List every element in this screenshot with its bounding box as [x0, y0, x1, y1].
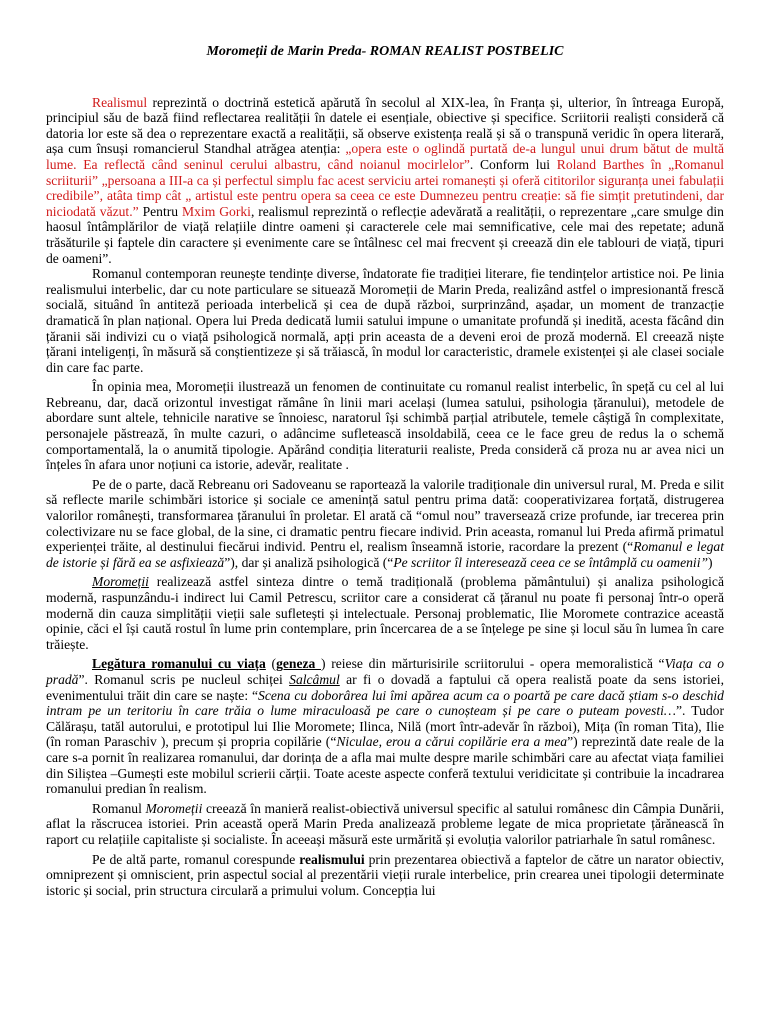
text-span: ”. Tudor Călărașu, tatăl autorului, e prototipul lui Ilie Moromete; Ilinca, Nilă (mort într-adevăr în război), Mița (în roman Tita), Ilie (în roman Paraschiv ), precum și propria copilărie (“: [46, 703, 724, 750]
text-span: ”. Romanul scris pe nucleul schiței: [78, 671, 290, 687]
text-span: ar fi o dovadă a faptului că opera realistă poate da sens istoriei, evenimentului trăit din care se naște: “: [46, 671, 724, 703]
title-viata-ca-o-prada: Viața ca o pradă: [46, 656, 724, 687]
text-span: reprezintă o doctrină estetică apărută în secolul al XIX-lea, în Franța și, ulterior, în întreaga Europă, principiul său de bază fiind reflectarea realității în datele ei esențiale, obiective și specifice. Scriitorii realiști consideră că datoria lor este să dea o reprezentare exactă a realității, să observe existența reală și să o transpună veridic în opera literară, așa cum însuși romancierul Standhal atrăgea atenția:: [46, 94, 724, 157]
paragraph-contemporary-novel: Romanul contemporan reunește tendințe diverse, îndatorate fie tradiției literare, fie tendințelor artistice noi. Pe linia realismului interbelic, dar cu note particulare se situează Moromeții de Marin Preda, realizând astfel o impresionantă frescă socială, situând în antiteză perioada interbelică și cea de după război, surprinzând, așadar, un moment de tranzacție dramatică în plan național. Opera lui Preda dedicată lumii satului impune o umanitate profundă și inedită, acesta făcând din țăranii săi indivizi cu o viață psihologică normală, apți prin aceasta de a deveni eroi de proză modernă. El creează niște țărani inteligenți, în măsură să conștientizeze și să trăiască, în modul lor caracteristic, dramele existenței și ale clasei sociale din care fac parte.: [46, 266, 724, 375]
text-span: ”) reprezintă date reale de la care s-a pornit în realizarea romanului, dar dorința de a afla mai multe despre marile schimbări care au afectat viața familiei din Siliștea –Gumești este mobilul scrierii cărții. Toate aceste aspecte conferă textului veridicitate și contribuie la incadrarea romanului predian în realism.: [46, 734, 725, 797]
text-span: Pe de o parte, dacă Rebreanu ori Sadoveanu se raportează la valorile tradiționale din universul rural, M. Preda e silit să reflecte marile schimbări istorice și sociale ce amenință satul pentru prima dată: cooperativizarea forțată, distrugerea valorilor românești, transformarea țăranului în proletar. El arată că “omul nou” traversează crize profunde, iar trecerea prin colectivizare nu se face global, de la sine, ci dramatic pentru fiecare individ. Prin aceasta, romanul lui Preda afirmă primatul experienței trăite, al destinului fiecărui individ. Pentru el, realism înseamnă istorie, racordare la prezent (“: [46, 476, 724, 555]
title-morometii-2: Moromeții: [145, 800, 203, 816]
heading-legatura: Legătura romanului cu viața: [92, 656, 266, 672]
paragraph-genesis: [46, 656, 724, 796]
text-span: (: [265, 656, 277, 672]
text-span: prin prezentarea obiectivă a faptelor de către un narator obiectiv, omniprezent și omniscient, prin aspectul social al prezentării vieții rurale interbelice, prin crearea unei tipologii determinate istoric și social, prin structura circulară a primului volum. Concepția lui: [46, 851, 724, 898]
quote-scriitor: Pe scriitor îl interesează ceea ce se întâmplă cu oamenii”: [393, 554, 709, 570]
paragraph-historical-change: [46, 477, 724, 571]
paragraph-opinion: În opinia mea, Moromeții ilustrează un fenomen de continuitate cu romanul realist interbelic, în speță cu cel al lui Rebreanu, dar, dacă orizontul investigat rămâne în linii mari același (lumea satului, psihologia țăranului), metodele de abordare sunt altele, tehnicile narative se înnoiesc, naratorul își schimbă parțial atributele, temele câștigă în complexitate, personajele păstrează, în multe cazuri, o adâncime sufletească insoldabilă, ceea ce le face greu de redus la o schemă comportamentală, la o anumită tipologie. Apărând condiția literaturii realiste, Preda consideră că proza nu ar avea nici un înțeles în afara unor noțiuni ca istorie, adevăr, realitate .: [46, 379, 724, 473]
text-span: ) reiese din mărturisirile scriitorului - opera memoralistică “: [321, 656, 665, 672]
quote-barthes: Roland Barthes în „Romanul scriiturii” „persoana a III-a ca și perfectul simplu fac acest serviciu artei romanești și oferă cititorilor siguranța unei fabulații credibile”, atâta timp cât „ artistul este pentru opera sa ceea ce este Dumnezeu pentru creație: să fie simțit pretutindeni, dar niciodată văzut.”: [46, 156, 725, 219]
paragraph-realism-features: [46, 852, 724, 899]
text-span: . Conform lui: [469, 156, 557, 172]
quote-standhal: „opera este o oglindă purtată de-a lungul unui drum bătut de multă lume. Ea reflectă când seninul cerului albastru, când noianul mocirlelor”: [46, 141, 725, 172]
text-span: realizează astfel sinteza dintre o temă tradițională (problema pământului) și analiza psihologică modernă, raspunzându-i indirect lui Camil Petrescu, scriitor care a considerat că țăranul nu poate fi personaj într-o operă modernă din cauza simplității vieții sale sufletești și intelectuale. Personaj problematic, Ilie Moromete contrazice această opinie, căci el își caută rostul în lume prin contemplare, prin încercarea de a se înțelege pe sine și locul său în lumea în care trăiește.: [46, 574, 724, 652]
text-span: Romanul: [92, 800, 146, 816]
paragraph-realism-definition: [46, 95, 724, 267]
text-span: Pe de altă parte, romanul corespunde: [92, 851, 300, 867]
term-realismul: Realismul: [92, 94, 148, 110]
page-title: Moromeții de Marin Preda- ROMAN REALIST POSTBELIC: [206, 44, 564, 59]
heading-geneza: geneza: [276, 656, 321, 672]
title-morometii: Moromeții: [92, 574, 149, 590]
name-gorki: Mxim Gorki: [182, 203, 251, 219]
text-span: creează în manieră realist-obiectivă universul specific al satului românesc din Câmpia Dunării, aflat la răscrucea istoriei. Prin această operă Marin Preda analizează probleme legate de mica proprietate țărănească în raport cu relațiile capitaliste și socialiste. În aceeași măsură este urmărită și evoluția valorilor patriarhale în satul românesc.: [46, 800, 724, 847]
quote-scena: Scena cu doborârea lui îmi apărea acum ca o poartă pe care dacă știam s-o deschid intram pe un teritoriu în care trăia o lume miraculoasă pe care o cunoșteam și pe care o puteam povesti…: [46, 687, 724, 719]
term-realismului: realismului: [299, 851, 365, 867]
paragraph-rural-universe: [46, 801, 724, 848]
text-span: Pentru: [138, 203, 183, 219]
quote-istorie: Romanul e legat de istorie și fără ea se asfixiează: [46, 539, 724, 570]
text-span: ”), dar și analiză psihologică (“: [224, 554, 394, 570]
paragraph-synthesis: [46, 574, 724, 652]
text-span: , realismul reprezintă o reflecție adevărată a realității, o reprezentare „care smulge din haosul întâmplărilor de viață relațiile dintre oameni și caracterele cele mai semnificative, cele mai des repetate; adună trăsăturile și faptele din caractere și evenimente care se întâlnesc cel mai frecvent și creează din ele tablouri de viață, tipuri de oameni”.: [46, 203, 724, 266]
title-salcamul: Salcâmul: [289, 671, 340, 687]
text-span: ): [708, 554, 713, 570]
quote-niculae: Niculae, erou a cărui copilărie era a mea: [336, 734, 568, 750]
